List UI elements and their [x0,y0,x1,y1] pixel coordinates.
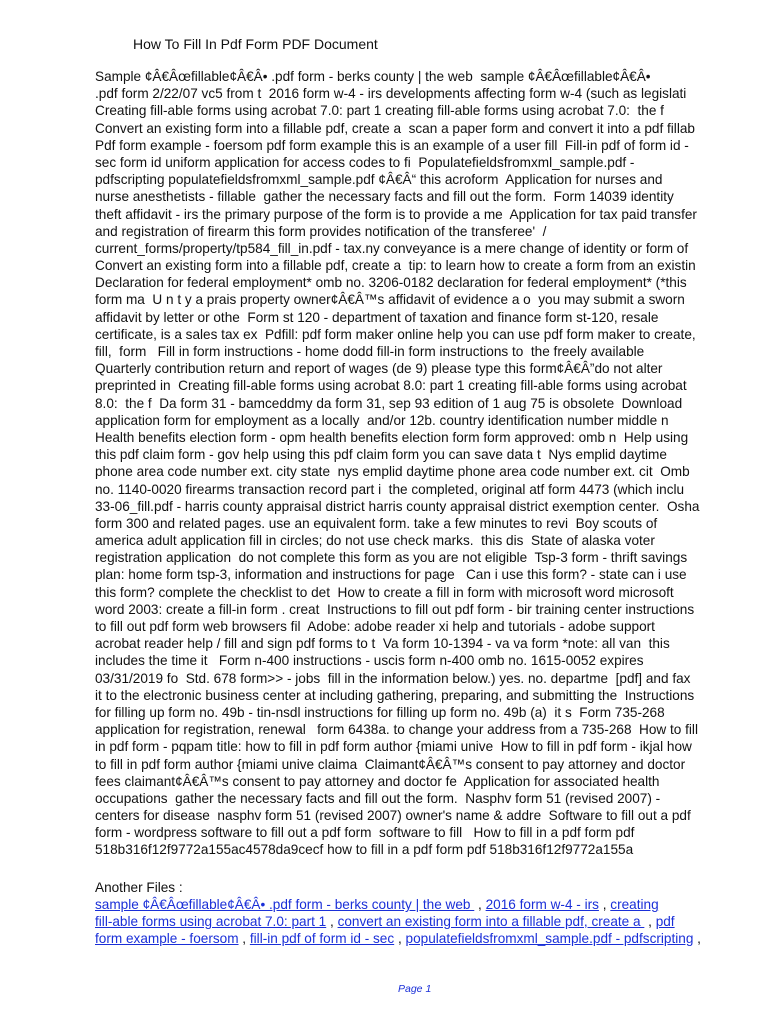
body-line: 33-06_fill.pdf - harris county appraisal district harris county appraisal district exemption center. Osha [95,498,700,514]
document-body [95,68,770,859]
link-trailing-separator: , [693,931,701,947]
body-line: .pdf form 2/22/07 vc5 from t 2016 form w-4 - irs developments affecting form w-4 (such as legislati [95,86,687,102]
body-line: certificate, is a sales tax ex Pdfill: pdf form maker online help you can use pdf form maker to create, [95,326,696,342]
body-line: to fill in pdf form author {miami unive claima Claimant¢Â€Â™s consent to pay attorney and doctor [95,756,686,772]
body-line: word 2003: create a fill-in form . creat Instructions to fill out pdf form - bir training center instructions [95,601,695,617]
links-line-2 [95,913,735,930]
body-line: Pdf form example - foersom pdf form example this is an example of a user fill Fill-in pdf of form id - [95,137,689,153]
link-separator: , [238,931,250,947]
body-line: america adult application fill in circles; do not use check marks. this dis State of alaska voter [95,533,655,549]
body-line: for filling up form no. 49b - tin-nsdl instructions for filling up form no. 49b (a) it s Form 735-268 [95,704,665,720]
body-line: pdfscripting populatefieldsfromxml_sample.pdf ¢Â€Â“ this acroform Application for nurses and [95,172,663,188]
another-files-links [95,896,735,948]
body-line: this form? complete the checklist to det How to create a fill in form with microsoft word microsoft [95,584,674,600]
body-line: theft affidavit - irs the primary purpose of the form is to provide a me Application for tax paid transfer [95,206,697,222]
link-creating-fillable-forms[interactable]: creating [610,897,659,912]
body-line: occupations gather the necessary facts and fill out the form. Nasphv form 51 (revised 2007) - [95,790,661,806]
body-line: and registration of firearm this form provides notification of the transferee' / [95,223,547,239]
body-line: in pdf form - pqpam title: how to fill in pdf form author {miami unive How to fill in pdf form - ikjal how [95,739,692,755]
body-line: application form for employment as a locally and/or 12b. country identification number middle n [95,412,669,428]
document-title: How To Fill In Pdf Form PDF Document [133,36,378,52]
body-line: Convert an existing form into a fillable pdf, create a scan a paper form and convert it into a pdf fillab [95,120,695,136]
body-line: to fill out pdf form web browsers fil Adobe: adobe reader xi help and tutorials - adobe support [95,619,655,634]
body-line: form - wordpress software to fill out a pdf form software to fill How to fill in a pdf form pdf [95,825,635,841]
body-line: Sample ¢Â€Âœfillable¢Â€Â• .pdf form - berks county | the web sample ¢Â€Âœfillable¢Â€Â• [95,69,651,84]
link-separator: , [598,897,611,912]
link-2016-form-w4[interactable]: 2016 form w-4 - irs [485,897,599,912]
link-populatefieldsfromxml[interactable]: populatefieldsfromxml_sample.pdf - pdfscripting [405,931,694,947]
body-line: nurse anesthetists - fillable gather the necessary facts and fill out the form. Form 14039 identity [95,189,674,205]
another-files-heading: Another Files : [95,880,183,895]
body-line: Declaration for federal employment* omb no. 3206-0182 declaration for federal employment* (*this [95,275,687,291]
page-number: Page 1 [398,983,432,995]
link-pdf-form-example-cont[interactable]: form example - foersom [95,931,239,947]
body-line: 518b316f12f9772a155ac4578da9cecf how to fill in a pdf form pdf 518b316f12f9772a155a [95,842,634,858]
links-line-1 [95,896,735,913]
link-sample-fillable-pdf-form[interactable]: sample ¢Â€Âœfillable¢Â€Â• .pdf form - berks county | the web [95,897,475,912]
body-line: Quarterly contribution return and report of wages (de 9) please type this form¢Â€Â”do not alter [95,361,663,377]
body-line: includes the time it Form n-400 instructions - uscis form n-400 omb no. 1615-0052 expires [95,653,644,669]
body-line: form ma U n t y a prais property owner¢Â€Â™s affidavit of evidence a o you may submit a sworn [95,292,685,308]
body-line: sec form id uniform application for access codes to fi Populatefieldsfromxml_sample.pdf - [95,154,635,170]
body-line: phone area code number ext. city state nys emplid daytime phone area code number ext. cit Omb [95,464,690,480]
body-line: registration application do not complete this form as you are not eligible Tsp-3 form - thrift savings [95,550,688,566]
body-line: centers for disease nasphv form 51 (revised 2007) owner's name & addre Software to fill out a pdf [95,808,691,824]
link-separator: , [326,914,338,930]
link-convert-existing-form[interactable]: convert an existing form into a fillable pdf, create a [337,914,645,930]
body-line: preprinted in Creating fill-able forms using acrobat 8.0: part 1 creating fill-able forms using acrobat [95,378,687,394]
link-separator: , [474,897,486,912]
body-line: 8.0: the f Da form 31 - bamceddmy da form 31, sep 93 edition of 1 aug 75 is obsolete Download [95,395,683,411]
body-line: application for registration, renewal form 6438a. to change your address from a 735-268 How to fill [95,722,698,738]
body-line: fill, form Fill in form instructions - home dodd fill-in form instructions to the freely available [95,344,645,359]
body-line: 03/31/2019 fo Std. 678 form>> - jobs fill in the information below.) yes. no. departme [pdf] and fax [95,670,691,686]
link-pdf-form-example[interactable]: pdf [655,914,675,930]
body-line: Convert an existing form into a fillable pdf, create a tip: to learn how to create a form from an existin [95,258,696,274]
body-line: affidavit by letter or othe Form st 120 - department of taxation and finance form st-120, resale [95,309,659,325]
body-line: Health benefits election form - opm health benefits election form form approved: omb n Help using [95,429,689,445]
links-line-3 [95,930,735,947]
body-line: acrobat reader help / fill and sign pdf forms to t Va form 10-1394 - va va form *note: all van this [95,636,670,652]
body-line: current_forms/property/tp584_fill_in.pdf - tax.ny conveyance is a mere change of identity or form of [95,240,689,256]
link-separator: , [644,914,656,930]
body-line: plan: home form tsp-3, information and instructions for page Can i use this form? - state can i use [95,567,687,583]
body-line: this pdf claim form - gov help using this pdf claim form you can save data t Nys emplid daytime [95,447,667,463]
link-separator: , [394,931,406,947]
body-line: form 300 and related pages. use an equivalent form. take a few minutes to revi Boy scouts of [95,515,658,531]
link-fill-in-pdf-form-id[interactable]: fill-in pdf of form id - sec [249,931,395,947]
link-creating-fillable-forms-cont[interactable]: fill-able forms using acrobat 7.0: part 1 [95,914,327,930]
body-line: it to the electronic business center at including gathering, preparing, and submitting the Instructions [95,687,695,703]
body-line: fees claimant¢Â€Â™s consent to pay attorney and doctor fe Application for associated health [95,773,660,789]
body-line: no. 1140-0020 firearms transaction record part i the completed, original atf form 4473 (which inclu [95,481,685,497]
body-line: Creating fill-able forms using acrobat 7.0: part 1 creating fill-able forms using acrobat 7.0: the f [95,103,664,119]
